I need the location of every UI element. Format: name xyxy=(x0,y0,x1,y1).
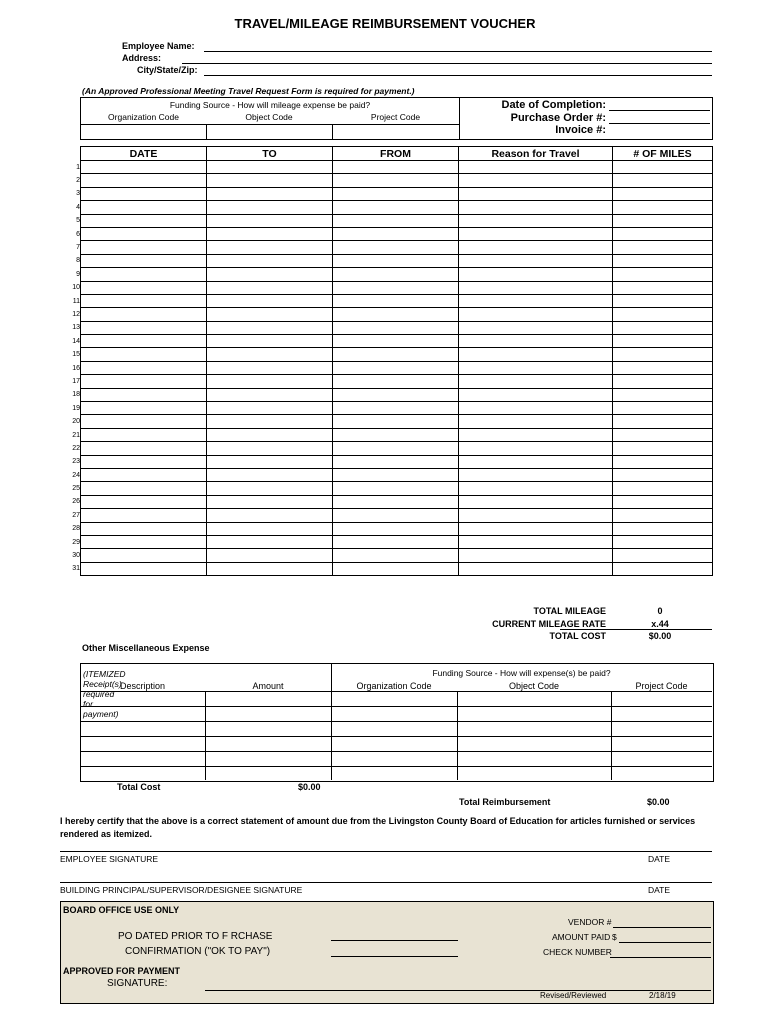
principal-signature-label[interactable]: BUILDING PRINCIPAL/SUPERVISOR/DESIGNEE SIGNATURE xyxy=(60,885,303,895)
cell-from[interactable] xyxy=(333,321,459,334)
completion-box xyxy=(458,97,713,140)
table-row xyxy=(66,241,713,254)
confirmation-field[interactable] xyxy=(331,956,458,957)
cell-from[interactable] xyxy=(333,509,459,522)
project-code-label: Project Code xyxy=(370,112,421,122)
cell-to[interactable] xyxy=(207,495,333,508)
cell-to[interactable] xyxy=(207,294,333,307)
header-reason: Reason for Travel xyxy=(459,147,613,161)
cell-date[interactable] xyxy=(81,522,207,535)
cell-to[interactable] xyxy=(207,187,333,200)
row-number: 13 xyxy=(72,324,80,332)
cell-to[interactable] xyxy=(207,455,333,468)
table-row xyxy=(66,522,713,535)
cell-to[interactable] xyxy=(207,428,333,441)
check-number-field[interactable] xyxy=(610,957,711,958)
cell-miles[interactable] xyxy=(613,294,713,307)
cell-from[interactable] xyxy=(333,241,459,254)
city-field[interactable] xyxy=(204,75,712,76)
cell-miles[interactable] xyxy=(613,321,713,334)
form-title: TRAVEL/MILEAGE REIMBURSEMENT VOUCHER xyxy=(234,16,536,31)
cell-from[interactable] xyxy=(333,174,459,187)
cell-from[interactable] xyxy=(333,388,459,401)
cell-miles[interactable] xyxy=(613,482,713,495)
cell-miles[interactable] xyxy=(613,335,713,348)
table-row xyxy=(66,174,713,187)
cell-date[interactable] xyxy=(81,388,207,401)
cell-from[interactable] xyxy=(333,335,459,348)
cell-reason[interactable] xyxy=(459,442,613,455)
org-code-field[interactable] xyxy=(206,124,207,139)
table-row xyxy=(66,201,713,214)
cell-miles[interactable] xyxy=(613,241,713,254)
table-row xyxy=(66,161,713,174)
cell-miles[interactable] xyxy=(613,174,713,187)
cell-to[interactable] xyxy=(207,415,333,428)
cell-to[interactable] xyxy=(207,375,333,388)
cell-to[interactable] xyxy=(207,254,333,267)
cell-to[interactable] xyxy=(207,174,333,187)
cell-miles[interactable] xyxy=(613,495,713,508)
cell-from[interactable] xyxy=(333,281,459,294)
table-row xyxy=(66,281,713,294)
cell-miles[interactable] xyxy=(613,468,713,481)
cell-from[interactable] xyxy=(333,161,459,174)
table-row xyxy=(66,495,713,508)
po-label: Purchase Order #: xyxy=(510,112,606,124)
cell-to[interactable] xyxy=(207,549,333,562)
cell-from[interactable] xyxy=(333,442,459,455)
approved-label: APPROVED FOR PAYMENT xyxy=(63,966,181,976)
cell-reason[interactable] xyxy=(459,308,613,321)
cell-date[interactable] xyxy=(81,402,207,415)
board-office-box xyxy=(60,901,714,1004)
misc-row-line xyxy=(80,721,712,722)
cell-from[interactable] xyxy=(333,187,459,200)
row-number: 5 xyxy=(76,217,80,225)
completion-field[interactable] xyxy=(609,110,710,111)
cell-reason[interactable] xyxy=(459,294,613,307)
cell-reason[interactable] xyxy=(459,361,613,374)
cell-to[interactable] xyxy=(207,535,333,548)
table-row xyxy=(66,402,713,415)
confirmation-label: CONFIRMATION ("OK TO PAY") xyxy=(125,946,271,957)
cell-to[interactable] xyxy=(207,308,333,321)
cell-reason[interactable] xyxy=(459,428,613,441)
row-number: 1 xyxy=(76,163,80,171)
completion-label: Date of Completion: xyxy=(501,99,606,111)
cell-date[interactable] xyxy=(81,214,207,227)
approval-signature-label: SIGNATURE: xyxy=(107,978,168,989)
cell-miles[interactable] xyxy=(613,388,713,401)
cell-from[interactable] xyxy=(333,227,459,240)
cell-from[interactable] xyxy=(333,415,459,428)
cell-date[interactable] xyxy=(81,201,207,214)
misc-total-cost-value: $0.00 xyxy=(298,782,321,792)
header-from: FROM xyxy=(333,147,459,161)
row-number: 30 xyxy=(72,552,80,560)
check-number-label: CHECK NUMBER xyxy=(543,947,612,957)
row-number: 24 xyxy=(72,471,80,479)
row-number: 9 xyxy=(76,270,80,278)
cell-date[interactable] xyxy=(81,482,207,495)
row-number: 4 xyxy=(76,203,80,211)
cell-date[interactable] xyxy=(81,161,207,174)
cell-date[interactable] xyxy=(81,455,207,468)
cell-to[interactable] xyxy=(207,268,333,281)
cell-reason[interactable] xyxy=(459,174,613,187)
cell-reason[interactable] xyxy=(459,348,613,361)
row-number: 3 xyxy=(76,190,80,198)
address-label: Address: xyxy=(122,53,162,63)
cell-date[interactable] xyxy=(81,549,207,562)
cell-to[interactable] xyxy=(207,348,333,361)
cell-to[interactable] xyxy=(207,281,333,294)
misc-row-line xyxy=(80,706,712,707)
table-row xyxy=(66,227,713,240)
revised-label: Revised/Reviewed xyxy=(540,991,607,1000)
cell-to[interactable] xyxy=(207,241,333,254)
cell-miles[interactable] xyxy=(613,415,713,428)
cell-miles[interactable] xyxy=(613,361,713,374)
table-row xyxy=(66,509,713,522)
table-row xyxy=(66,335,713,348)
cell-date[interactable] xyxy=(81,294,207,307)
cell-to[interactable] xyxy=(207,227,333,240)
cell-miles[interactable] xyxy=(613,348,713,361)
table-row xyxy=(66,268,713,281)
cell-reason[interactable] xyxy=(459,495,613,508)
object-code-field[interactable] xyxy=(332,124,333,139)
cell-from[interactable] xyxy=(333,468,459,481)
cell-reason[interactable] xyxy=(459,281,613,294)
row-number: 31 xyxy=(72,565,80,573)
cell-reason[interactable] xyxy=(459,522,613,535)
row-number: 29 xyxy=(72,538,80,546)
cell-from[interactable] xyxy=(333,268,459,281)
invoice-label: Invoice #: xyxy=(555,124,606,136)
cell-miles[interactable] xyxy=(613,227,713,240)
cell-to[interactable] xyxy=(207,214,333,227)
address-field[interactable] xyxy=(182,63,712,64)
table-row xyxy=(66,321,713,334)
cell-to[interactable] xyxy=(207,482,333,495)
table-row xyxy=(66,348,713,361)
header-to: TO xyxy=(207,147,333,161)
cell-miles[interactable] xyxy=(613,281,713,294)
header-date: DATE xyxy=(81,147,207,161)
approval-signature-field[interactable] xyxy=(205,990,711,991)
cell-from[interactable] xyxy=(333,375,459,388)
row-number: 26 xyxy=(72,498,80,506)
row-number: 11 xyxy=(72,297,80,305)
table-row xyxy=(66,549,713,562)
cell-from[interactable] xyxy=(333,402,459,415)
header-miles: # OF MILES xyxy=(613,147,713,161)
table-row xyxy=(66,254,713,267)
row-number: 22 xyxy=(72,444,80,452)
object-code-label: Object Code xyxy=(245,112,293,122)
cell-miles[interactable] xyxy=(613,455,713,468)
table-row xyxy=(66,455,713,468)
cell-to[interactable] xyxy=(207,161,333,174)
cell-miles[interactable] xyxy=(613,562,713,575)
table-row xyxy=(66,482,713,495)
cell-from[interactable] xyxy=(333,455,459,468)
table-row xyxy=(66,442,713,455)
row-number: 20 xyxy=(72,418,80,426)
cell-reason[interactable] xyxy=(459,535,613,548)
cell-date[interactable] xyxy=(81,241,207,254)
certification-text: I hereby certify that the above is a correct statement of amount due from the Livingston County Board of Education for articles furnished or services rendered as itemized. xyxy=(60,816,696,839)
table-row xyxy=(66,361,713,374)
cell-reason[interactable] xyxy=(459,482,613,495)
cell-to[interactable] xyxy=(207,509,333,522)
cell-date[interactable] xyxy=(81,348,207,361)
cell-from[interactable] xyxy=(333,201,459,214)
table-row xyxy=(66,214,713,227)
city-label: City/State/Zip: xyxy=(137,65,198,75)
cell-miles[interactable] xyxy=(613,268,713,281)
cell-date[interactable] xyxy=(81,254,207,267)
table-row xyxy=(66,468,713,481)
cell-reason[interactable] xyxy=(459,214,613,227)
misc-header-amount: Amount xyxy=(252,681,284,691)
employee-name-label: Employee Name: xyxy=(122,41,195,51)
cell-reason[interactable] xyxy=(459,509,613,522)
misc-col-line xyxy=(457,691,458,780)
misc-row-line xyxy=(80,736,712,737)
cell-reason[interactable] xyxy=(459,241,613,254)
table-row xyxy=(66,388,713,401)
receipt-note: (ITEMIZED Receipt(s) required for payment) xyxy=(83,669,126,719)
misc-row-line xyxy=(80,766,712,767)
table-row xyxy=(66,375,713,388)
cell-date[interactable] xyxy=(81,375,207,388)
cell-date[interactable] xyxy=(81,415,207,428)
misc-col-line xyxy=(611,691,612,780)
row-number: 16 xyxy=(72,364,80,372)
cell-from[interactable] xyxy=(333,294,459,307)
cell-miles[interactable] xyxy=(613,187,713,200)
cell-reason[interactable] xyxy=(459,254,613,267)
misc-row-line xyxy=(80,751,712,752)
cell-from[interactable] xyxy=(333,535,459,548)
employee-date-label: DATE xyxy=(648,854,671,864)
mileage-table xyxy=(66,146,713,576)
board-office-title: BOARD OFFICE USE ONLY xyxy=(63,905,180,915)
total-mileage-label: TOTAL MILEAGE xyxy=(533,606,606,616)
cell-miles[interactable] xyxy=(613,509,713,522)
table-row xyxy=(66,294,713,307)
cell-date[interactable] xyxy=(81,428,207,441)
cell-date[interactable] xyxy=(81,468,207,481)
row-number: 25 xyxy=(72,485,80,493)
cell-miles[interactable] xyxy=(613,161,713,174)
cell-date[interactable] xyxy=(81,562,207,575)
po-dated-label: PO DATED PRIOR TO F RCHASE xyxy=(118,931,273,942)
row-number: 18 xyxy=(72,391,80,399)
cell-from[interactable] xyxy=(333,428,459,441)
table-row xyxy=(66,308,713,321)
cell-date[interactable] xyxy=(81,535,207,548)
cell-miles[interactable] xyxy=(613,308,713,321)
row-number: 21 xyxy=(72,431,80,439)
cell-reason[interactable] xyxy=(459,335,613,348)
org-code-label: Organization Code xyxy=(108,112,179,122)
misc-funding-title: Funding Source - How will expense(s) be paid? xyxy=(432,668,611,678)
cell-reason[interactable] xyxy=(459,375,613,388)
cell-date[interactable] xyxy=(81,509,207,522)
misc-title: Other Miscellaneous Expense xyxy=(82,643,210,653)
cell-from[interactable] xyxy=(333,549,459,562)
cell-reason[interactable] xyxy=(459,227,613,240)
row-number: 17 xyxy=(72,377,80,385)
row-number: 6 xyxy=(76,230,80,238)
row-number: 12 xyxy=(72,310,80,318)
row-number: 10 xyxy=(72,284,80,292)
cell-to[interactable] xyxy=(207,562,333,575)
cell-from[interactable] xyxy=(333,308,459,321)
misc-header-object: Object Code xyxy=(508,681,560,691)
po-dated-field[interactable] xyxy=(331,940,458,941)
row-number: 8 xyxy=(76,257,80,265)
cell-reason[interactable] xyxy=(459,321,613,334)
cell-to[interactable] xyxy=(207,468,333,481)
employee-name-field[interactable] xyxy=(204,51,712,52)
amount-paid-field[interactable] xyxy=(619,942,711,943)
mileage-funding-title: Funding Source - How will mileage expense be paid? xyxy=(169,100,371,110)
total-mileage-value: 0 xyxy=(657,606,663,616)
cell-from[interactable] xyxy=(333,214,459,227)
cell-date[interactable] xyxy=(81,361,207,374)
misc-col-line xyxy=(205,691,206,780)
total-reimbursement-value: $0.00 xyxy=(647,797,670,807)
cell-miles[interactable] xyxy=(613,522,713,535)
cell-miles[interactable] xyxy=(613,442,713,455)
misc-row-line xyxy=(80,691,712,692)
row-number: 23 xyxy=(72,458,80,466)
cell-miles[interactable] xyxy=(613,254,713,267)
cell-to[interactable] xyxy=(207,361,333,374)
cell-miles[interactable] xyxy=(613,428,713,441)
cell-from[interactable] xyxy=(333,348,459,361)
table-row xyxy=(66,187,713,200)
cell-miles[interactable] xyxy=(613,214,713,227)
cell-reason[interactable] xyxy=(459,562,613,575)
misc-header-org: Organization Code xyxy=(356,681,432,691)
cell-miles[interactable] xyxy=(613,375,713,388)
table-row xyxy=(66,415,713,428)
cell-to[interactable] xyxy=(207,321,333,334)
row-number: 14 xyxy=(72,337,80,345)
cell-date[interactable] xyxy=(81,321,207,334)
misc-total-cost-label: Total Cost xyxy=(117,782,161,792)
cell-to[interactable] xyxy=(207,442,333,455)
cell-date[interactable] xyxy=(81,335,207,348)
cell-to[interactable] xyxy=(207,335,333,348)
cell-miles[interactable] xyxy=(613,535,713,548)
cell-to[interactable] xyxy=(207,522,333,535)
principal-date-label: DATE xyxy=(648,885,671,895)
cell-reason[interactable] xyxy=(459,187,613,200)
total-cost-value: $0.00 xyxy=(648,631,672,641)
misc-header-project: Project Code xyxy=(635,681,688,691)
table-row xyxy=(66,562,713,575)
cell-from[interactable] xyxy=(333,522,459,535)
request-note: (An Approved Professional Meeting Travel Request Form is required for payment.) xyxy=(82,86,415,96)
total-cost-label: TOTAL COST xyxy=(549,631,606,641)
cell-to[interactable] xyxy=(207,388,333,401)
row-number: 2 xyxy=(76,177,80,185)
misc-header-description: Description xyxy=(119,681,166,691)
cell-to[interactable] xyxy=(207,402,333,415)
cell-reason[interactable] xyxy=(459,268,613,281)
cell-reason[interactable] xyxy=(459,468,613,481)
amount-paid-label: AMOUNT PAID xyxy=(552,932,611,942)
cell-date[interactable] xyxy=(81,187,207,200)
vendor-field[interactable] xyxy=(613,927,711,928)
cell-date[interactable] xyxy=(81,281,207,294)
cell-reason[interactable] xyxy=(459,161,613,174)
cell-reason[interactable] xyxy=(459,415,613,428)
cell-reason[interactable] xyxy=(459,455,613,468)
row-number: 28 xyxy=(72,525,80,533)
revised-date: 2/18/19 xyxy=(649,991,676,1000)
cell-reason[interactable] xyxy=(459,402,613,415)
vendor-label: VENDOR # xyxy=(568,917,612,927)
cell-date[interactable] xyxy=(81,268,207,281)
rate-value: x.44 xyxy=(651,619,669,629)
mileage-funding-box xyxy=(80,97,460,140)
cell-date[interactable] xyxy=(81,442,207,455)
table-row xyxy=(66,428,713,441)
cell-reason[interactable] xyxy=(459,201,613,214)
row-number: 27 xyxy=(72,511,80,519)
row-number: 7 xyxy=(76,244,80,252)
amount-symbol: $ xyxy=(612,932,617,942)
total-reimbursement-label: Total Reimbursement xyxy=(459,797,551,807)
cell-date[interactable] xyxy=(81,495,207,508)
rate-label: CURRENT MILEAGE RATE xyxy=(492,619,606,629)
employee-signature-label[interactable]: EMPLOYEE SIGNATURE xyxy=(60,854,159,864)
cell-from[interactable] xyxy=(333,361,459,374)
cell-to[interactable] xyxy=(207,201,333,214)
cell-date[interactable] xyxy=(81,227,207,240)
cell-from[interactable] xyxy=(333,562,459,575)
cell-date[interactable] xyxy=(81,174,207,187)
cell-from[interactable] xyxy=(333,495,459,508)
cell-miles[interactable] xyxy=(613,549,713,562)
po-field[interactable] xyxy=(609,123,710,124)
cell-miles[interactable] xyxy=(613,402,713,415)
table-row xyxy=(66,535,713,548)
row-number: 19 xyxy=(72,404,80,412)
cell-reason[interactable] xyxy=(459,549,613,562)
row-number: 15 xyxy=(72,351,80,359)
cell-date[interactable] xyxy=(81,308,207,321)
cell-from[interactable] xyxy=(333,254,459,267)
cell-reason[interactable] xyxy=(459,388,613,401)
cell-miles[interactable] xyxy=(613,201,713,214)
cell-from[interactable] xyxy=(333,482,459,495)
